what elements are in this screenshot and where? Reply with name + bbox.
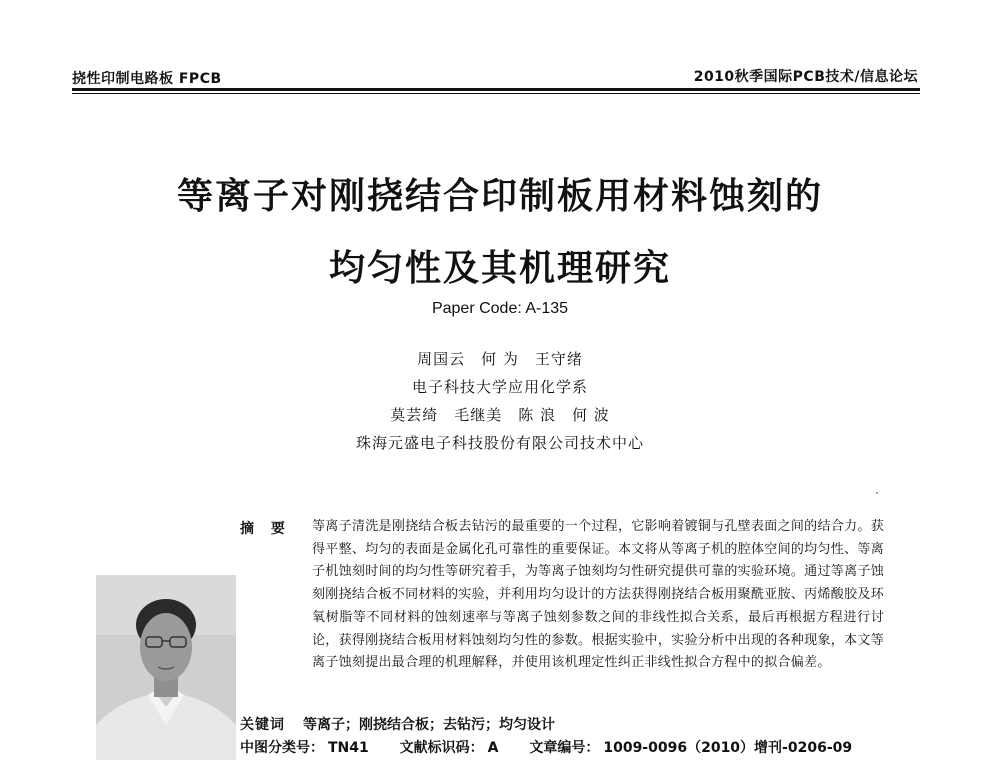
author-affiliation-2: 珠海元盛电子科技股份有限公司技术中心 bbox=[355, 434, 644, 452]
doc-code-label: 文献标识码： bbox=[399, 740, 484, 756]
abstract-text: 等离子清洗是刚挠结合板去钻污的最重要的一个过程，它影响着镀铜与孔壁表面之间的结合力。获得平整、均匀的表面是金属化孔可靠性的重要保证。本文将从等离子机的腔体空间的均匀性、等离子机蚀刻时间的均匀性等研究着手，为等离子蚀刻均匀性研究提供可靠的实验环境。通过等离子蚀刻刚挠结合板不同材料的实验，并利用均匀设计的方法获得刚挠结合板用聚酰亚胺、丙烯酸胶及环氧树脂等不同材料的蚀刻速率与等离子蚀刻参数之间的非线性拟合关系，最后再根据方程进行讨论，获得刚挠结合板用材料蚀刻均匀性的参数。根据实验中，实验分析中出现的各种现象，本文等离子蚀刻提出最合理的机理解释，并使用该机理定性纠正非线性拟合方程中的拟合偏差。 bbox=[312, 519, 884, 671]
article-number-label: 文章编号： bbox=[529, 740, 600, 756]
author-affiliation-1: 电子科技大学应用化学系 bbox=[411, 378, 588, 396]
paper-code: Paper Code: A-135 bbox=[431, 300, 569, 317]
doc-code-value: A bbox=[487, 740, 499, 756]
clc-value: TN41 bbox=[328, 740, 369, 756]
abstract-label: 摘 要 bbox=[240, 521, 291, 537]
header-rule-thin bbox=[72, 93, 920, 94]
paper-title-line-1: 等离子对刚挠结合印制板用材料蚀刻的 bbox=[176, 176, 823, 217]
author-portrait-image bbox=[96, 575, 236, 760]
keywords-value: 等离子；刚挠结合板；去钻污；均匀设计 bbox=[303, 717, 555, 733]
clc-label: 中图分类号： bbox=[240, 740, 324, 756]
running-header-left: 挠性印制电路板 FPCB bbox=[72, 71, 222, 87]
paper-title-line-2: 均匀性及其机理研究 bbox=[328, 248, 671, 289]
header-rule-thick bbox=[72, 88, 920, 91]
author-names-1: 周国云 何 为 王守绪 bbox=[417, 350, 583, 368]
article-number-value: 1009-0096（2010）增刊-0206-09 bbox=[603, 740, 853, 756]
running-header-right: 2010秋季国际PCB技术/信息论坛 bbox=[693, 69, 918, 85]
scan-speck bbox=[876, 492, 878, 494]
keywords bbox=[240, 714, 555, 734]
keywords-label: 关键词 bbox=[240, 717, 285, 733]
author-photo bbox=[96, 575, 236, 760]
classification-line bbox=[240, 737, 856, 757]
author-names-2: 莫芸绮 毛继美 陈 浪 何 波 bbox=[390, 406, 610, 424]
